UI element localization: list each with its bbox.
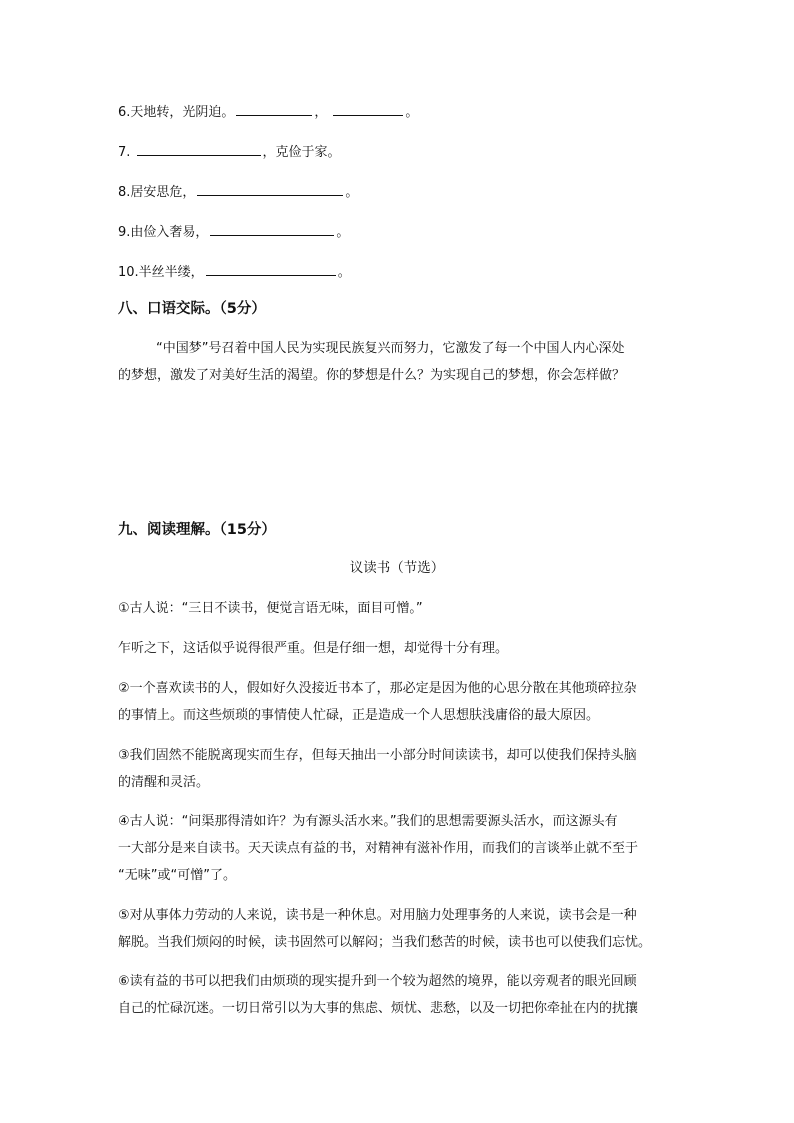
answer-blank[interactable] [333, 103, 403, 116]
paragraph-line: 的事情上。而这些烦琐的事情使人忙碌，正是造成一个人思想肤浅庸俗的最大原因。 [118, 708, 600, 723]
paragraph-line: 解脱。当我们烦闷的时候，读书固然可以解闷；当我们愁苦的时候，读书也可以使我们忘忧。 [118, 935, 652, 950]
blank-item-10 [118, 263, 351, 283]
item-text: 9.由俭入奢易， [118, 225, 209, 240]
item-text: ，克俭于家。 [262, 145, 341, 160]
paragraph-line: “无味”或“可憎”了。 [118, 868, 236, 883]
section-9-heading: 九、阅读理解。（15分） [118, 522, 276, 538]
paragraph-line: ⑥读有益的书可以把我们由烦琐的现实提升到一个较为超然的境界，能以旁观者的眼光回顾 [118, 974, 637, 989]
paragraph-line: 一大部分是来自读书。天天读点有益的书，对精神有滋补作用，而我们的言谈举止就不至于 [118, 841, 639, 856]
answer-blank[interactable] [137, 143, 261, 156]
paragraph-line: 自己的忙碌沉迷。一切日常引以为大事的焦虑、烦忧、悲愁，以及一切把你牵扯在内的扰攘 [118, 1001, 639, 1016]
paragraph-line: ⑤对从事体力劳动的人来说，读书是一种休息。对用脑力处理事务的人来说，读书会是一种 [118, 908, 637, 923]
article-paragraph-1 [118, 595, 678, 622]
item-text: 。 [405, 105, 419, 120]
blank-item-8 [118, 183, 358, 203]
article-paragraph-5 [118, 902, 678, 956]
prompt-line: “中国梦”号召着中国人民为实现民族复兴而努力，它激发了每一个中国人内心深处 [156, 341, 625, 356]
item-text: 10.半丝半缕， [118, 265, 204, 280]
paragraph-line: ②一个喜欢读书的人，假如好久没接近书本了，那必定是因为他的心思分散在其他琐碎拉杂 [118, 681, 637, 696]
item-text: 6.天地转，光阴迫。 [118, 105, 235, 120]
prompt-line: 的梦想，激发了对美好生活的渴望。你的梦想是什么？为实现自己的梦想，你会怎样做？ [118, 368, 626, 383]
blank-item-6 [118, 103, 418, 123]
article-paragraph-4 [118, 808, 678, 889]
item-text: ， [314, 105, 328, 120]
article-paragraph-1b [118, 635, 678, 662]
blank-item-9 [118, 223, 349, 243]
blank-item-7 [118, 143, 341, 163]
answer-blank[interactable] [206, 263, 336, 276]
item-text: 。 [336, 225, 350, 240]
paragraph-line: 的清醒和灵活。 [118, 775, 210, 790]
item-text: 。 [345, 185, 359, 200]
answer-blank[interactable] [236, 103, 312, 116]
article-title: 议读书（节选） [349, 560, 445, 576]
answer-blank[interactable] [210, 223, 334, 236]
paragraph-line: ①古人说：“三日不读书，便觉言语无味，面目可憎。” [118, 601, 423, 616]
item-text: 8.居安思危， [118, 185, 196, 200]
section-8-prompt [118, 335, 678, 389]
paragraph-line: 乍听之下，这话似乎说得很严重。但是仔细一想，却觉得十分有理。 [118, 641, 509, 656]
article-paragraph-6 [118, 968, 678, 1022]
paragraph-line: ③我们固然不能脱离现实而生存，但每天抽出一小部分时间读读书，却可以使我们保持头脑 [118, 748, 637, 763]
item-text: 7. [118, 145, 135, 160]
article-paragraph-2 [118, 675, 678, 729]
article-paragraph-3 [118, 742, 678, 796]
paragraph-line: ④古人说：“问渠那得清如许？为有源头活水来。”我们的思想需要源头活水，而这源头有 [118, 814, 618, 829]
section-8-heading: 八、口语交际。（5分） [118, 301, 266, 317]
item-text: 。 [337, 265, 351, 280]
answer-blank[interactable] [197, 183, 343, 196]
